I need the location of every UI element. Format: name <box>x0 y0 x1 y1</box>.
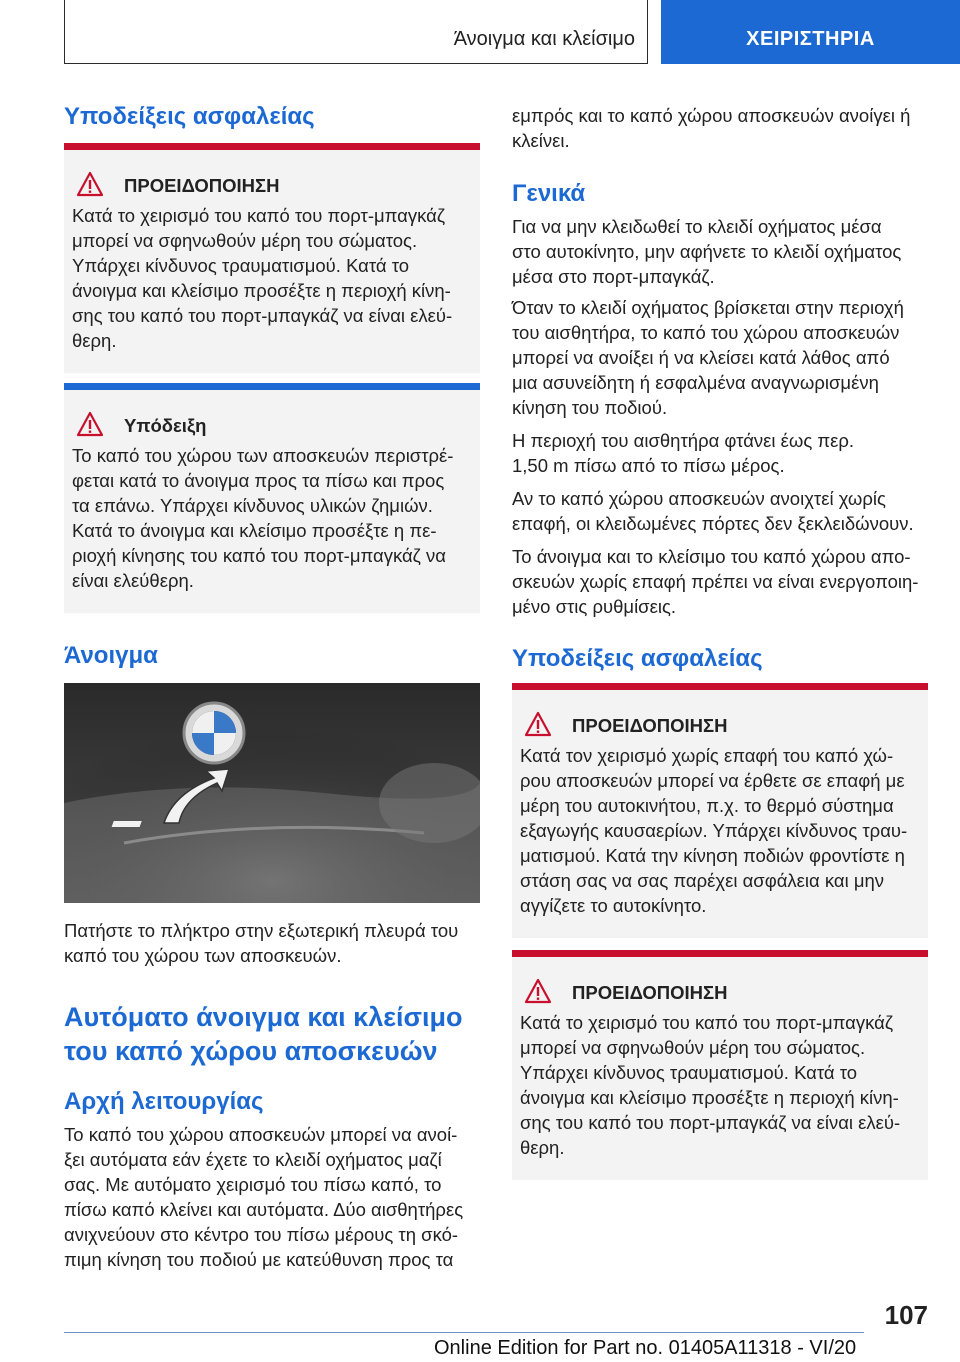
warning-text-1: Κατά το χειρισμό του καπό του πορτ-μπαγκάζ μπορεί να σφηνωθούν μέρη του σώματος. Υπάρχει κίνδυνος τραυματισμού. Κατά το άνοιγμα και κλείσιμο προσέξτε η περιοχή κίνη- σης του καπό του πορτ-μπαγκάζ να είναι ελεύ- θερη. <box>72 205 453 351</box>
general-paragraph-4: Αν το καπό χώρου αποσκευών ανοιχτεί χωρίς επαφή, οι κλειδωμένες πόρτες δεν ξεκλειδώνουν. <box>512 488 914 534</box>
continuation-text: εμπρός και το καπό χώρου αποσκευών ανοίγει ή κλείνει. <box>512 105 911 151</box>
warning-text-2: Κατά τον χειρισμό χωρίς επαφή του καπό χώ- ρου αποσκευών μπορεί να έρθετε σε επαφή με μέρη του αυτοκινήτου, π.χ. το θερμό σύστημα εξαγωγής καυσαερίων. Υπάρχει κίνδυνος τραυ- ματισμού. Κατά την κίνηση ποδιών φροντίστε η στάση σας να σας παρέχει ασφάλεια και μην αγγίζετε το αυτοκίνητο. <box>520 745 908 916</box>
warning-bar <box>64 143 480 150</box>
warning-triangle-icon <box>524 711 552 737</box>
principle-text: Το καπό του χώρου αποσκευών μπορεί να ανοί- ξει αυτόματα εάν έχετε το κλειδί οχήματος μαζί σας. Με αυτόματο χειρισμό του πίσω καπό, το πίσω καπό κλείνει και αυτόματα. Δύο αισθητήρες ανιχνεύουν στο κέντρο του πίσω μέρους τη σκό- πιμη κίνηση του ποδιού με κατεύθυνση προς τα <box>64 1124 464 1270</box>
warning-bar <box>512 683 928 690</box>
notice-title: Υπόδειξη <box>124 415 207 436</box>
footer-divider <box>64 1332 864 1333</box>
safety-heading-right: Υποδείξεις ασφαλείας <box>512 645 763 672</box>
header-section-title: Άνοιγμα και κλείσιμο <box>453 28 635 50</box>
header-chapter-tab <box>661 0 960 64</box>
warning-triangle-icon <box>76 411 104 437</box>
general-paragraph-2: Όταν το κλειδί οχήματος βρίσκεται στην περιοχή του αισθητήρα, το καπό του χώρου αποσκευών μπορεί να ανοίξει ή να κλείσει κατά λάθος από μια ασυνείδητη ή εσφαλμένα αναγνωρισμένη κίνηση του ποδιού. <box>512 297 904 418</box>
safety-heading-left: Υποδείξεις ασφαλείας <box>64 103 315 130</box>
header-section-box <box>64 0 648 64</box>
warning-text-3: Κατά το χειρισμό του καπό του πορτ-μπαγκάζ μπορεί να σφηνωθούν μέρη του σώματος. Υπάρχει κίνδυνος τραυματισμού. Κατά το άνοιγμα και κλείσιμο προσέξτε η περιοχή κίνη- σης του καπό του πορτ-μπαγκάζ να είναι ελεύ- θερη. <box>520 1012 901 1158</box>
notice-text: Το καπό του χώρου των αποσκευών περιστρέ- φεται κατά το άνοιγμα προς τα πίσω και προς τα επάνω. Υπάρχει κίνδυνος υλικών ζημιών. Κατά το άνοιγμα και κλείσιμο προσέξτε η πε- ριοχή κίνησης του καπό του πορτ-μπαγκάζ να είναι ελεύθερη. <box>72 445 454 591</box>
notice-box <box>64 383 480 613</box>
warning-box-1 <box>64 143 480 373</box>
warning-triangle-icon <box>524 978 552 1004</box>
general-paragraph-5: Το άνοιγμα και το κλείσιμο του καπό χώρου απο- σκευών χωρίς επαφή πρέπει να είναι ενεργοποιη- μένο στις ρυθμίσεις. <box>512 546 919 617</box>
auto-open-heading: Αυτόματο άνοιγμα και κλείσιμο του καπό χώρου αποσκευών <box>64 1002 463 1066</box>
warning-box-3 <box>512 950 928 1180</box>
opening-heading: Άνοιγμα <box>64 642 158 669</box>
general-paragraph-3: Η περιοχή του αισθητήρα φτάνει έως περ. 1,50 m πίσω από το πίσω μέρος. <box>512 430 855 476</box>
header-chapter-label: ΧΕΙΡΙΣΤΗΡΙΑ <box>746 28 875 50</box>
photo-caption: Πατήστε το πλήκτρο στην εξωτερική πλευρά του καπό του χώρου των αποσκευών. <box>64 920 459 966</box>
warning-title: ΠΡΟΕΙΔΟΠΟΙΗΣΗ <box>572 982 728 1003</box>
warning-triangle-icon <box>76 171 104 197</box>
notice-bar <box>64 383 480 390</box>
page-number: 107 <box>884 1300 928 1330</box>
principle-heading: Αρχή λειτουργίας <box>64 1088 264 1115</box>
general-heading: Γενικά <box>512 180 586 207</box>
footer-edition: Online Edition for Part no. 01405A11318 - VI/20 <box>434 1337 857 1359</box>
trunk-button-photo <box>64 683 480 903</box>
warning-box-2 <box>512 683 928 938</box>
general-paragraph-1: Για να μην κλειδωθεί το κλειδί οχήματος μέσα στο αυτοκίνητο, μην αφήνετε το κλειδί οχήματος μέσα στο πορτ-μπαγκάζ. <box>512 216 902 287</box>
warning-bar <box>512 950 928 957</box>
trunk-button-illustration <box>64 683 480 903</box>
warning-title: ΠΡΟΕΙΔΟΠΟΙΗΣΗ <box>572 715 728 736</box>
warning-title: ΠΡΟΕΙΔΟΠΟΙΗΣΗ <box>124 175 280 196</box>
